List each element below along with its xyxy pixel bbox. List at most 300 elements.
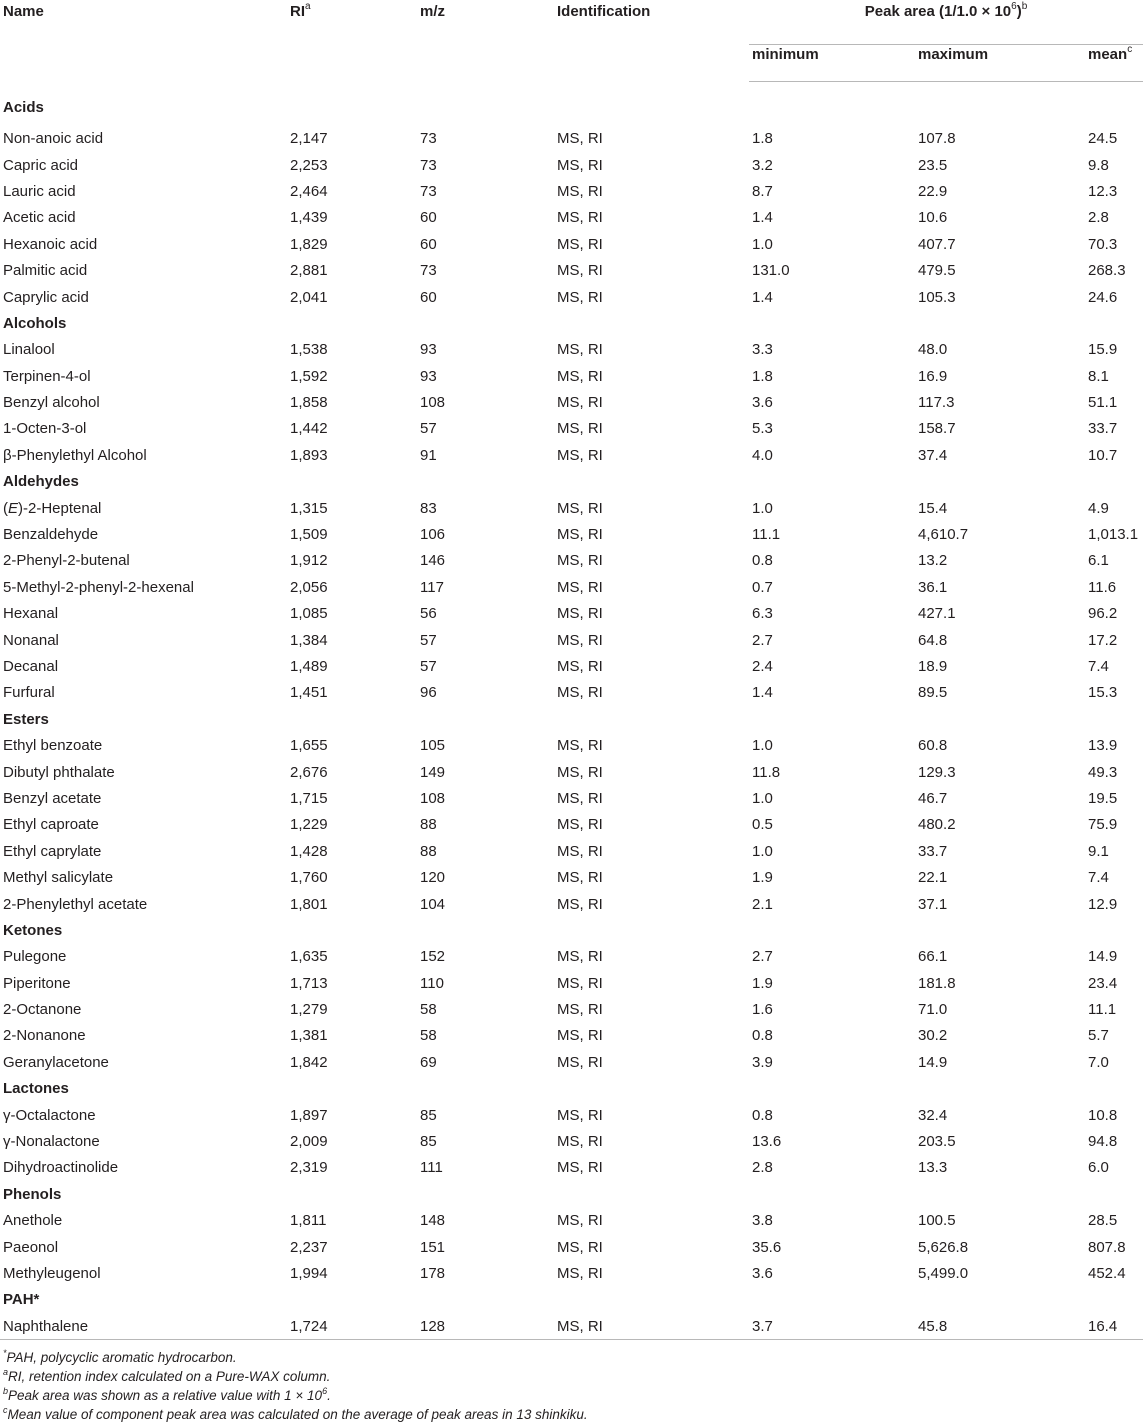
peak-min: 1.4 — [752, 209, 773, 227]
peak-max: 30.2 — [918, 1027, 948, 1045]
peak-min: 2.7 — [752, 631, 773, 649]
peak-mean: 16.4 — [1088, 1317, 1118, 1335]
table-row — [0, 1023, 1143, 1049]
table-row — [0, 548, 1143, 574]
identification: MS, RI — [557, 789, 603, 807]
peak-max: 37.1 — [918, 895, 948, 913]
mz-value: 105 — [420, 737, 446, 755]
identification: MS, RI — [557, 1053, 603, 1071]
retention-index: 1,858 — [290, 394, 328, 412]
mz-value: 151 — [420, 1238, 446, 1256]
peak-min: 5.3 — [752, 420, 773, 438]
retention-index: 1,384 — [290, 631, 328, 649]
retention-index: 1,085 — [290, 605, 328, 623]
peak-mean: 11.6 — [1088, 578, 1117, 596]
peak-mean: 19.5 — [1088, 789, 1118, 807]
table-row — [0, 1234, 1143, 1260]
peak-mean: 49.3 — [1088, 763, 1118, 781]
peak-min: 6.3 — [752, 605, 773, 623]
mz-value: 57 — [420, 420, 437, 438]
peak-min: 2.8 — [752, 1159, 773, 1177]
category-label: Lactones — [3, 1080, 69, 1098]
retention-index: 1,893 — [290, 446, 328, 464]
peak-max: 64.8 — [918, 631, 948, 649]
identification: MS, RI — [557, 446, 603, 464]
peak-mean: 28.5 — [1088, 1212, 1118, 1230]
retention-index: 1,509 — [290, 526, 328, 544]
peak-mean: 9.8 — [1088, 156, 1109, 174]
footnotes — [3, 1348, 588, 1424]
peak-min: 11.8 — [752, 763, 781, 781]
compound-name: 1-Octen-3-ol — [3, 420, 87, 438]
table-row — [0, 839, 1143, 865]
peak-min: 1.0 — [752, 235, 773, 253]
retention-index: 1,592 — [290, 367, 328, 385]
table-row — [0, 627, 1143, 653]
mz-value: 85 — [420, 1106, 437, 1124]
retention-index: 1,655 — [290, 737, 328, 755]
category-row — [0, 311, 1143, 337]
peak-mean: 11.1 — [1088, 1001, 1117, 1019]
compound-name: γ-Octalactone — [3, 1106, 96, 1124]
peak-min: 0.8 — [752, 1027, 773, 1045]
peak-min: 2.7 — [752, 948, 773, 966]
category-label: PAH* — [3, 1291, 40, 1309]
table-row — [0, 1129, 1143, 1155]
mz-value: 149 — [420, 763, 446, 781]
peak-max: 105.3 — [918, 288, 956, 306]
peak-mean: 6.0 — [1088, 1159, 1109, 1177]
table-row — [0, 126, 1143, 152]
peak-max: 16.9 — [918, 367, 948, 385]
retention-index: 1,315 — [290, 499, 328, 517]
retention-index: 1,760 — [290, 869, 328, 887]
identification: MS, RI — [557, 367, 603, 385]
identification: MS, RI — [557, 1027, 603, 1045]
peak-max: 48.0 — [918, 341, 948, 359]
compound-name: Non-anoic acid — [3, 130, 104, 148]
retention-index: 1,229 — [290, 816, 328, 834]
footnote-text: RI, retention index calculated on a Pure-WAX column. — [8, 1369, 331, 1384]
compound-name: Ethyl caprylate — [3, 842, 102, 860]
identification: MS, RI — [557, 842, 603, 860]
table-row — [0, 152, 1143, 178]
footnote-text: PAH, polycyclic aromatic hydrocarbon. — [6, 1350, 237, 1365]
category-row — [0, 1287, 1143, 1313]
identification: MS, RI — [557, 1159, 603, 1177]
peak-max: 15.4 — [918, 499, 948, 517]
retention-index: 1,381 — [290, 1027, 328, 1045]
category-row — [0, 707, 1143, 733]
peak-mean: 10.8 — [1088, 1106, 1118, 1124]
retention-index: 1,724 — [290, 1317, 328, 1335]
mz-value: 108 — [420, 789, 446, 807]
identification: MS, RI — [557, 394, 603, 412]
mz-value: 60 — [420, 209, 437, 227]
retention-index: 2,147 — [290, 130, 328, 148]
retention-index: 1,801 — [290, 895, 328, 913]
peak-min: 35.6 — [752, 1238, 782, 1256]
retention-index: 2,676 — [290, 763, 328, 781]
table-row — [0, 759, 1143, 785]
peak-min: 13.6 — [752, 1133, 782, 1151]
peak-max: 13.3 — [918, 1159, 948, 1177]
peak-max: 46.7 — [918, 789, 948, 807]
peak-mean: 15.3 — [1088, 684, 1118, 702]
compound-name: Geranylacetone — [3, 1053, 109, 1071]
peak-min: 1.9 — [752, 974, 773, 992]
mz-value: 93 — [420, 341, 437, 359]
peak-max: 14.9 — [918, 1053, 948, 1071]
compound-name: Capric acid — [3, 156, 79, 174]
peak-min: 3.6 — [752, 1264, 773, 1282]
identification: MS, RI — [557, 869, 603, 887]
col-header-mean: mean$^c$ — [1085, 45, 1143, 82]
peak-min: 1.8 — [752, 130, 773, 148]
peak-mean: 2.8 — [1088, 209, 1109, 227]
table-row — [0, 1208, 1143, 1234]
retention-index: 2,464 — [290, 182, 328, 200]
mz-value: 108 — [420, 394, 446, 412]
peak-max: 36.1 — [918, 578, 948, 596]
footnote-text: Peak area was shown as a relative value with 1 × 10 — [8, 1388, 323, 1403]
peak-max: 479.5 — [918, 262, 956, 280]
retention-index: 2,237 — [290, 1238, 328, 1256]
compound-name: Furfural — [3, 684, 55, 702]
category-row — [0, 1076, 1143, 1102]
compound-name: Benzyl alcohol — [3, 394, 100, 412]
mz-value: 152 — [420, 948, 446, 966]
table-row — [0, 944, 1143, 970]
peak-mean: 4.9 — [1088, 499, 1109, 517]
table-row — [0, 812, 1143, 838]
retention-index: 2,056 — [290, 578, 328, 596]
retention-index: 1,489 — [290, 658, 328, 675]
identification: MS, RI — [557, 235, 603, 253]
identification: MS, RI — [557, 895, 603, 913]
identification: MS, RI — [557, 262, 603, 280]
footnote-marker: b — [3, 1385, 9, 1396]
peak-mean: 5.7 — [1088, 1027, 1109, 1045]
peak-mean: 7.0 — [1088, 1053, 1109, 1071]
retention-index: 1,279 — [290, 1001, 328, 1019]
peak-min: 1.0 — [752, 789, 773, 807]
col-header-mz: m/z — [420, 3, 446, 20]
compound-name: Benzaldehyde — [3, 526, 99, 544]
retention-index: 1,994 — [290, 1264, 328, 1282]
retention-index: 2,041 — [290, 288, 328, 306]
peak-mean: 13.9 — [1088, 737, 1118, 755]
peak-mean: 9.1 — [1088, 842, 1109, 860]
footnote-exponent: 6 — [322, 1385, 328, 1396]
peak-max: 203.5 — [918, 1133, 956, 1151]
mz-value: 178 — [420, 1264, 446, 1282]
peak-min: 3.3 — [752, 341, 773, 359]
mz-value: 91 — [420, 446, 437, 464]
footnote-marker: a — [3, 1366, 9, 1377]
mz-value: 57 — [420, 658, 437, 675]
table-header — [0, 0, 1143, 82]
compound-name: Paeonol — [3, 1238, 59, 1256]
mz-value: 104 — [420, 895, 446, 913]
col-header-minimum: minimum — [749, 45, 915, 82]
identification: MS, RI — [557, 552, 603, 570]
compound-name: 2-Nonanone — [3, 1027, 86, 1045]
footnote — [3, 1405, 588, 1424]
peak-mean: 7.4 — [1088, 658, 1109, 675]
compound-name: Decanal — [3, 658, 59, 675]
compound-name: Dibutyl phthalate — [3, 763, 115, 781]
peak-max: 32.4 — [918, 1106, 948, 1124]
peak-max: 100.5 — [918, 1212, 956, 1230]
table-row — [0, 258, 1143, 284]
peak-max: 117.3 — [918, 394, 955, 412]
table-row — [0, 179, 1143, 205]
compound-name: Naphthalene — [3, 1317, 89, 1335]
footnote-tail: . — [327, 1388, 331, 1403]
peak-mean: 23.4 — [1088, 974, 1118, 992]
peak-mean: 17.2 — [1088, 631, 1118, 649]
col-header-peak-area: Peak area $(1/1.0 \times 10^6)^b$ — [749, 0, 1143, 45]
footnote — [3, 1367, 588, 1386]
identification: MS, RI — [557, 420, 603, 438]
table-row — [0, 443, 1143, 469]
compound-name: 2-Phenyl-2-butenal — [3, 552, 130, 570]
peak-max: 158.7 — [918, 420, 956, 438]
mz-value: 60 — [420, 288, 437, 306]
compound-name: Linalool — [3, 341, 55, 359]
peak-mean: 15.9 — [1088, 341, 1118, 359]
table-row — [0, 997, 1143, 1023]
retention-index: 1,538 — [290, 341, 328, 359]
identification: MS, RI — [557, 1106, 603, 1124]
compound-name: Nonanal — [3, 631, 59, 649]
compound-name: Hexanoic acid — [3, 235, 98, 253]
retention-index: 1,897 — [290, 1106, 328, 1124]
peak-max: 129.3 — [918, 763, 956, 781]
peak-min: 1.0 — [752, 842, 773, 860]
identification: MS, RI — [557, 526, 603, 544]
table-body — [0, 82, 1143, 1340]
mz-value: 88 — [420, 842, 437, 860]
mz-value: 148 — [420, 1212, 446, 1230]
footnote-marker: c — [3, 1404, 8, 1415]
retention-index: 1,713 — [290, 974, 328, 992]
identification: MS, RI — [557, 1133, 603, 1151]
compound-name: Benzyl acetate — [3, 789, 102, 807]
retention-index: 1,428 — [290, 842, 328, 860]
peak-max: 181.8 — [918, 974, 956, 992]
identification: MS, RI — [557, 684, 603, 702]
peak-min: 1.4 — [752, 684, 773, 702]
peak-max: 13.2 — [918, 552, 948, 570]
identification: MS, RI — [557, 658, 603, 675]
peak-mean: 452.4 — [1088, 1264, 1126, 1282]
peak-max: 66.1 — [918, 948, 948, 966]
compound-name: Hexanal — [3, 605, 59, 623]
peak-min: 2.1 — [752, 895, 773, 913]
peak-mean: 7.4 — [1088, 869, 1109, 887]
compound-name: 5-Methyl-2-phenyl-2-hexenal — [3, 578, 194, 596]
peak-max: 480.2 — [918, 816, 956, 834]
peak-mean: 807.8 — [1088, 1238, 1126, 1256]
peak-max: 5,499.0 — [918, 1264, 969, 1282]
table-row — [0, 1261, 1143, 1287]
peak-min: 0.7 — [752, 578, 773, 596]
peak-max: 22.1 — [918, 869, 948, 887]
peak-min: 1.8 — [752, 367, 773, 385]
peak-min: 0.8 — [752, 1106, 773, 1124]
peak-max: 5,626.8 — [918, 1238, 969, 1256]
peak-max: 18.9 — [918, 658, 948, 675]
table-row — [0, 654, 1143, 680]
mz-value: 111 — [420, 1159, 443, 1177]
compound-name: Acetic acid — [3, 209, 76, 227]
col-header-identification: Identification — [557, 3, 651, 20]
mz-value: 120 — [420, 869, 446, 887]
peak-min: 3.9 — [752, 1053, 773, 1071]
category-row — [0, 1182, 1143, 1208]
footnote-text: Mean value of component peak area was calculated on the average of peak areas in 13 shinkiku. — [7, 1407, 588, 1422]
identification: MS, RI — [557, 1238, 603, 1256]
mz-value: 73 — [420, 182, 437, 200]
peak-min: 0.5 — [752, 816, 773, 834]
retention-index: 1,829 — [290, 235, 328, 253]
mz-value: 117 — [420, 578, 444, 596]
peak-max: 407.7 — [918, 235, 956, 253]
peak-max: 10.6 — [918, 209, 948, 227]
compound-name: Anethole — [3, 1212, 63, 1230]
retention-index: 1,635 — [290, 948, 328, 966]
peak-min: 1.9 — [752, 869, 773, 887]
peak-mean: 10.7 — [1088, 446, 1118, 464]
peak-mean: 24.6 — [1088, 288, 1118, 306]
identification: MS, RI — [557, 631, 603, 649]
table-row — [0, 1102, 1143, 1128]
footnote — [3, 1386, 588, 1405]
identification: MS, RI — [557, 288, 603, 306]
category-label: Ketones — [3, 921, 63, 939]
mz-value: 106 — [420, 526, 446, 544]
category-row — [0, 82, 1143, 127]
peak-min: 0.8 — [752, 552, 773, 570]
category-row — [0, 469, 1143, 495]
mz-value: 69 — [420, 1053, 437, 1071]
peak-mean: 12.3 — [1088, 182, 1118, 200]
peak-max: 33.7 — [918, 842, 948, 860]
table-row — [0, 1314, 1143, 1340]
retention-index: 1,451 — [290, 684, 328, 702]
table-row — [0, 416, 1143, 442]
compound-name: 2-Phenylethyl acetate — [3, 895, 148, 913]
table-row — [0, 495, 1143, 521]
identification: MS, RI — [557, 605, 603, 623]
mz-value: 85 — [420, 1133, 437, 1151]
table-row — [0, 390, 1143, 416]
identification: MS, RI — [557, 341, 603, 359]
peak-max: 60.8 — [918, 737, 948, 755]
peak-max: 23.5 — [918, 156, 948, 174]
peak-mean: 33.7 — [1088, 420, 1118, 438]
peak-mean: 14.9 — [1088, 948, 1118, 966]
compound-name: Palmitic acid — [3, 262, 88, 280]
compound-name: 2-Octanone — [3, 1001, 82, 1019]
retention-index: 2,319 — [290, 1159, 328, 1177]
category-label: Acids — [3, 99, 44, 116]
table-row — [0, 522, 1143, 548]
peak-max: 89.5 — [918, 684, 948, 702]
retention-index: 2,253 — [290, 156, 328, 174]
compound-name: (E)-2-Heptenal — [3, 499, 102, 517]
peak-min: 1.0 — [752, 737, 773, 755]
col-header-ri: $RI^a$ — [290, 1, 311, 20]
peak-min: 3.6 — [752, 394, 773, 412]
retention-index: 2,881 — [290, 262, 328, 280]
table-row — [0, 891, 1143, 917]
table-row — [0, 971, 1143, 997]
compound-name: Methyleugenol — [3, 1264, 101, 1282]
table-row — [0, 680, 1143, 706]
identification: MS, RI — [557, 1001, 603, 1019]
peak-max: 4,610.7 — [918, 526, 969, 544]
category-label: Esters — [3, 710, 49, 728]
identification: MS, RI — [557, 974, 603, 992]
compound-name: Terpinen-4-ol — [3, 367, 91, 385]
retention-index: 2,009 — [290, 1133, 328, 1151]
table-row — [0, 232, 1143, 258]
footnote-marker: * — [3, 1347, 7, 1358]
compound-name: Ethyl caproate — [3, 816, 99, 834]
table-row — [0, 601, 1143, 627]
identification: MS, RI — [557, 578, 603, 596]
identification: MS, RI — [557, 499, 603, 517]
category-row — [0, 918, 1143, 944]
compound-name: γ-Nonalactone — [3, 1133, 100, 1151]
peak-min: 1.0 — [752, 499, 773, 517]
identification: MS, RI — [557, 948, 603, 966]
compound-name: β-Phenylethyl Alcohol — [3, 446, 147, 464]
category-label: Aldehydes — [3, 473, 79, 491]
table-row — [0, 786, 1143, 812]
peak-min: 3.7 — [752, 1317, 773, 1335]
peak-mean: 1,013.1 — [1088, 526, 1139, 544]
compound-name: Ethyl benzoate — [3, 737, 103, 755]
peak-max: 107.8 — [918, 130, 956, 148]
mz-value: 128 — [420, 1317, 446, 1335]
peak-max: 22.9 — [918, 182, 948, 200]
identification: MS, RI — [557, 763, 603, 781]
identification: MS, RI — [557, 1317, 603, 1335]
peak-min: 131.0 — [752, 262, 790, 280]
mz-value: 73 — [420, 262, 437, 280]
table-row — [0, 284, 1143, 310]
peak-min: 4.0 — [752, 446, 773, 464]
table-row — [0, 733, 1143, 759]
col-header-maximum: maximum — [915, 45, 1085, 82]
category-label: Alcohols — [3, 314, 67, 332]
retention-index: 1,912 — [290, 552, 328, 570]
peak-mean: 24.5 — [1088, 130, 1118, 148]
identification: MS, RI — [557, 816, 603, 834]
footnote — [3, 1348, 588, 1367]
peak-min: 2.4 — [752, 658, 773, 675]
table-row — [0, 337, 1143, 363]
mz-value: 83 — [420, 499, 437, 517]
peak-max: 427.1 — [918, 605, 956, 623]
mz-value: 57 — [420, 631, 437, 649]
identification: MS, RI — [557, 1264, 603, 1282]
category-label: Phenols — [3, 1185, 62, 1203]
